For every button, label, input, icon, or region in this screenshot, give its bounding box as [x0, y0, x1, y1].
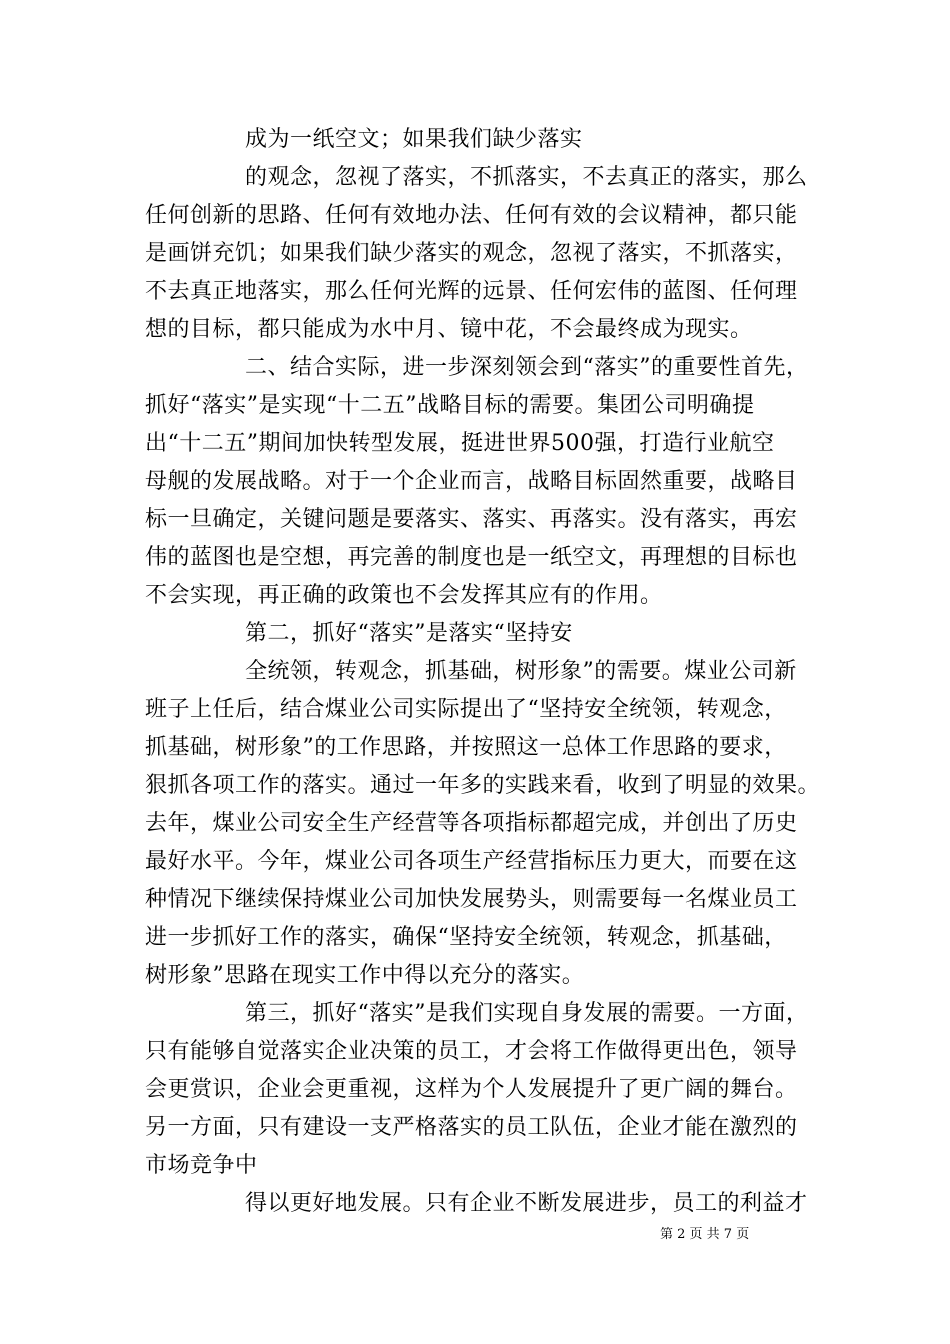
page-number-footer: 第 2 页 共 7 页 [660, 1227, 750, 1242]
text-line: 第三，抓好“落实”是我们实现自身发展的需要。一方面， [245, 1001, 809, 1026]
text-line: 另一方面，只有建设一支严格落实的员工队伍，企业才能在激烈的 [145, 1115, 798, 1140]
text-line: 抓基础，树形象”的工作思路，并按照这一总体工作思路的要求， [145, 735, 787, 760]
text-line: 最好水平。今年，煤业公司各项生产经营指标压力更大，而要在这 [145, 849, 798, 874]
text-line: 不去真正地落实，那么任何光辉的远景、任何宏伟的蓝图、任何理 [145, 279, 798, 304]
text-line: 只有能够自觉落实企业决策的员工，才会将工作做得更出色，领导 [145, 1039, 798, 1064]
text-line: 种情况下继续保持煤业公司加快发展势头，则需要每一名煤业员工 [145, 887, 798, 912]
text-line: 第二，抓好“落实”是落实“坚持安 [245, 621, 573, 646]
text-line: 不会实现，再正确的政策也不会发挥其应有的作用。 [145, 583, 663, 608]
text-line: 会更赏识，企业会更重视，这样为个人发展提升了更广阔的舞台。 [145, 1077, 798, 1102]
text-line: 进一步抓好工作的落实，确保“坚持安全统领，转观念，抓基础， [145, 925, 787, 950]
text-line: 想的目标，都只能成为水中月、镜中花，不会最终成为现实。 [145, 317, 753, 342]
text-line: 抓好“落实”是实现“十二五”战略目标的需要。集团公司明确提 [145, 393, 755, 418]
text-line: 是画饼充饥；如果我们缺少落实的观念，忽视了落实，不抓落实， [145, 241, 798, 266]
text-line: 班子上任后，结合煤业公司实际提出了“坚持安全统领，转观念， [145, 697, 787, 722]
text-line: 标一旦确定，关键问题是要落实、落实、再落实。没有落实，再宏 [145, 507, 798, 532]
text-line: 得以更好地发展。只有企业不断发展进步，员工的利益才 [245, 1191, 808, 1216]
text-line: 二、结合实际，进一步深刻领会到“落实”的重要性首先， [245, 355, 809, 380]
text-line: 去年，煤业公司安全生产经营等各项指标都超完成，并创出了历史 [145, 811, 798, 836]
text-line: 树形象”思路在现实工作中得以充分的落实。 [145, 963, 585, 988]
text-line: 出“十二五”期间加快转型发展，挺进世界500强，打造行业航空 [145, 431, 775, 456]
text-line: 的观念，忽视了落实，不抓落实，不去真正的落实，那么 [245, 165, 808, 190]
text-line: 市场竞争中 [145, 1153, 258, 1178]
text-line: 任何创新的思路、任何有效地办法、任何有效的会议精神，都只能 [145, 203, 798, 228]
text-line: 狠抓各项工作的落实。通过一年多的实践来看，收到了明显的效果。 [145, 773, 821, 798]
text-line: 全统领，转观念，抓基础，树形象”的需要。煤业公司新 [245, 659, 797, 684]
text-line: 母舰的发展战略。对于一个企业而言，战略目标固然重要，战略目 [145, 469, 798, 494]
text-line: 成为一纸空文；如果我们缺少落实 [245, 127, 583, 152]
text-line: 伟的蓝图也是空想，再完善的制度也是一纸空文，再理想的目标也 [145, 545, 798, 570]
